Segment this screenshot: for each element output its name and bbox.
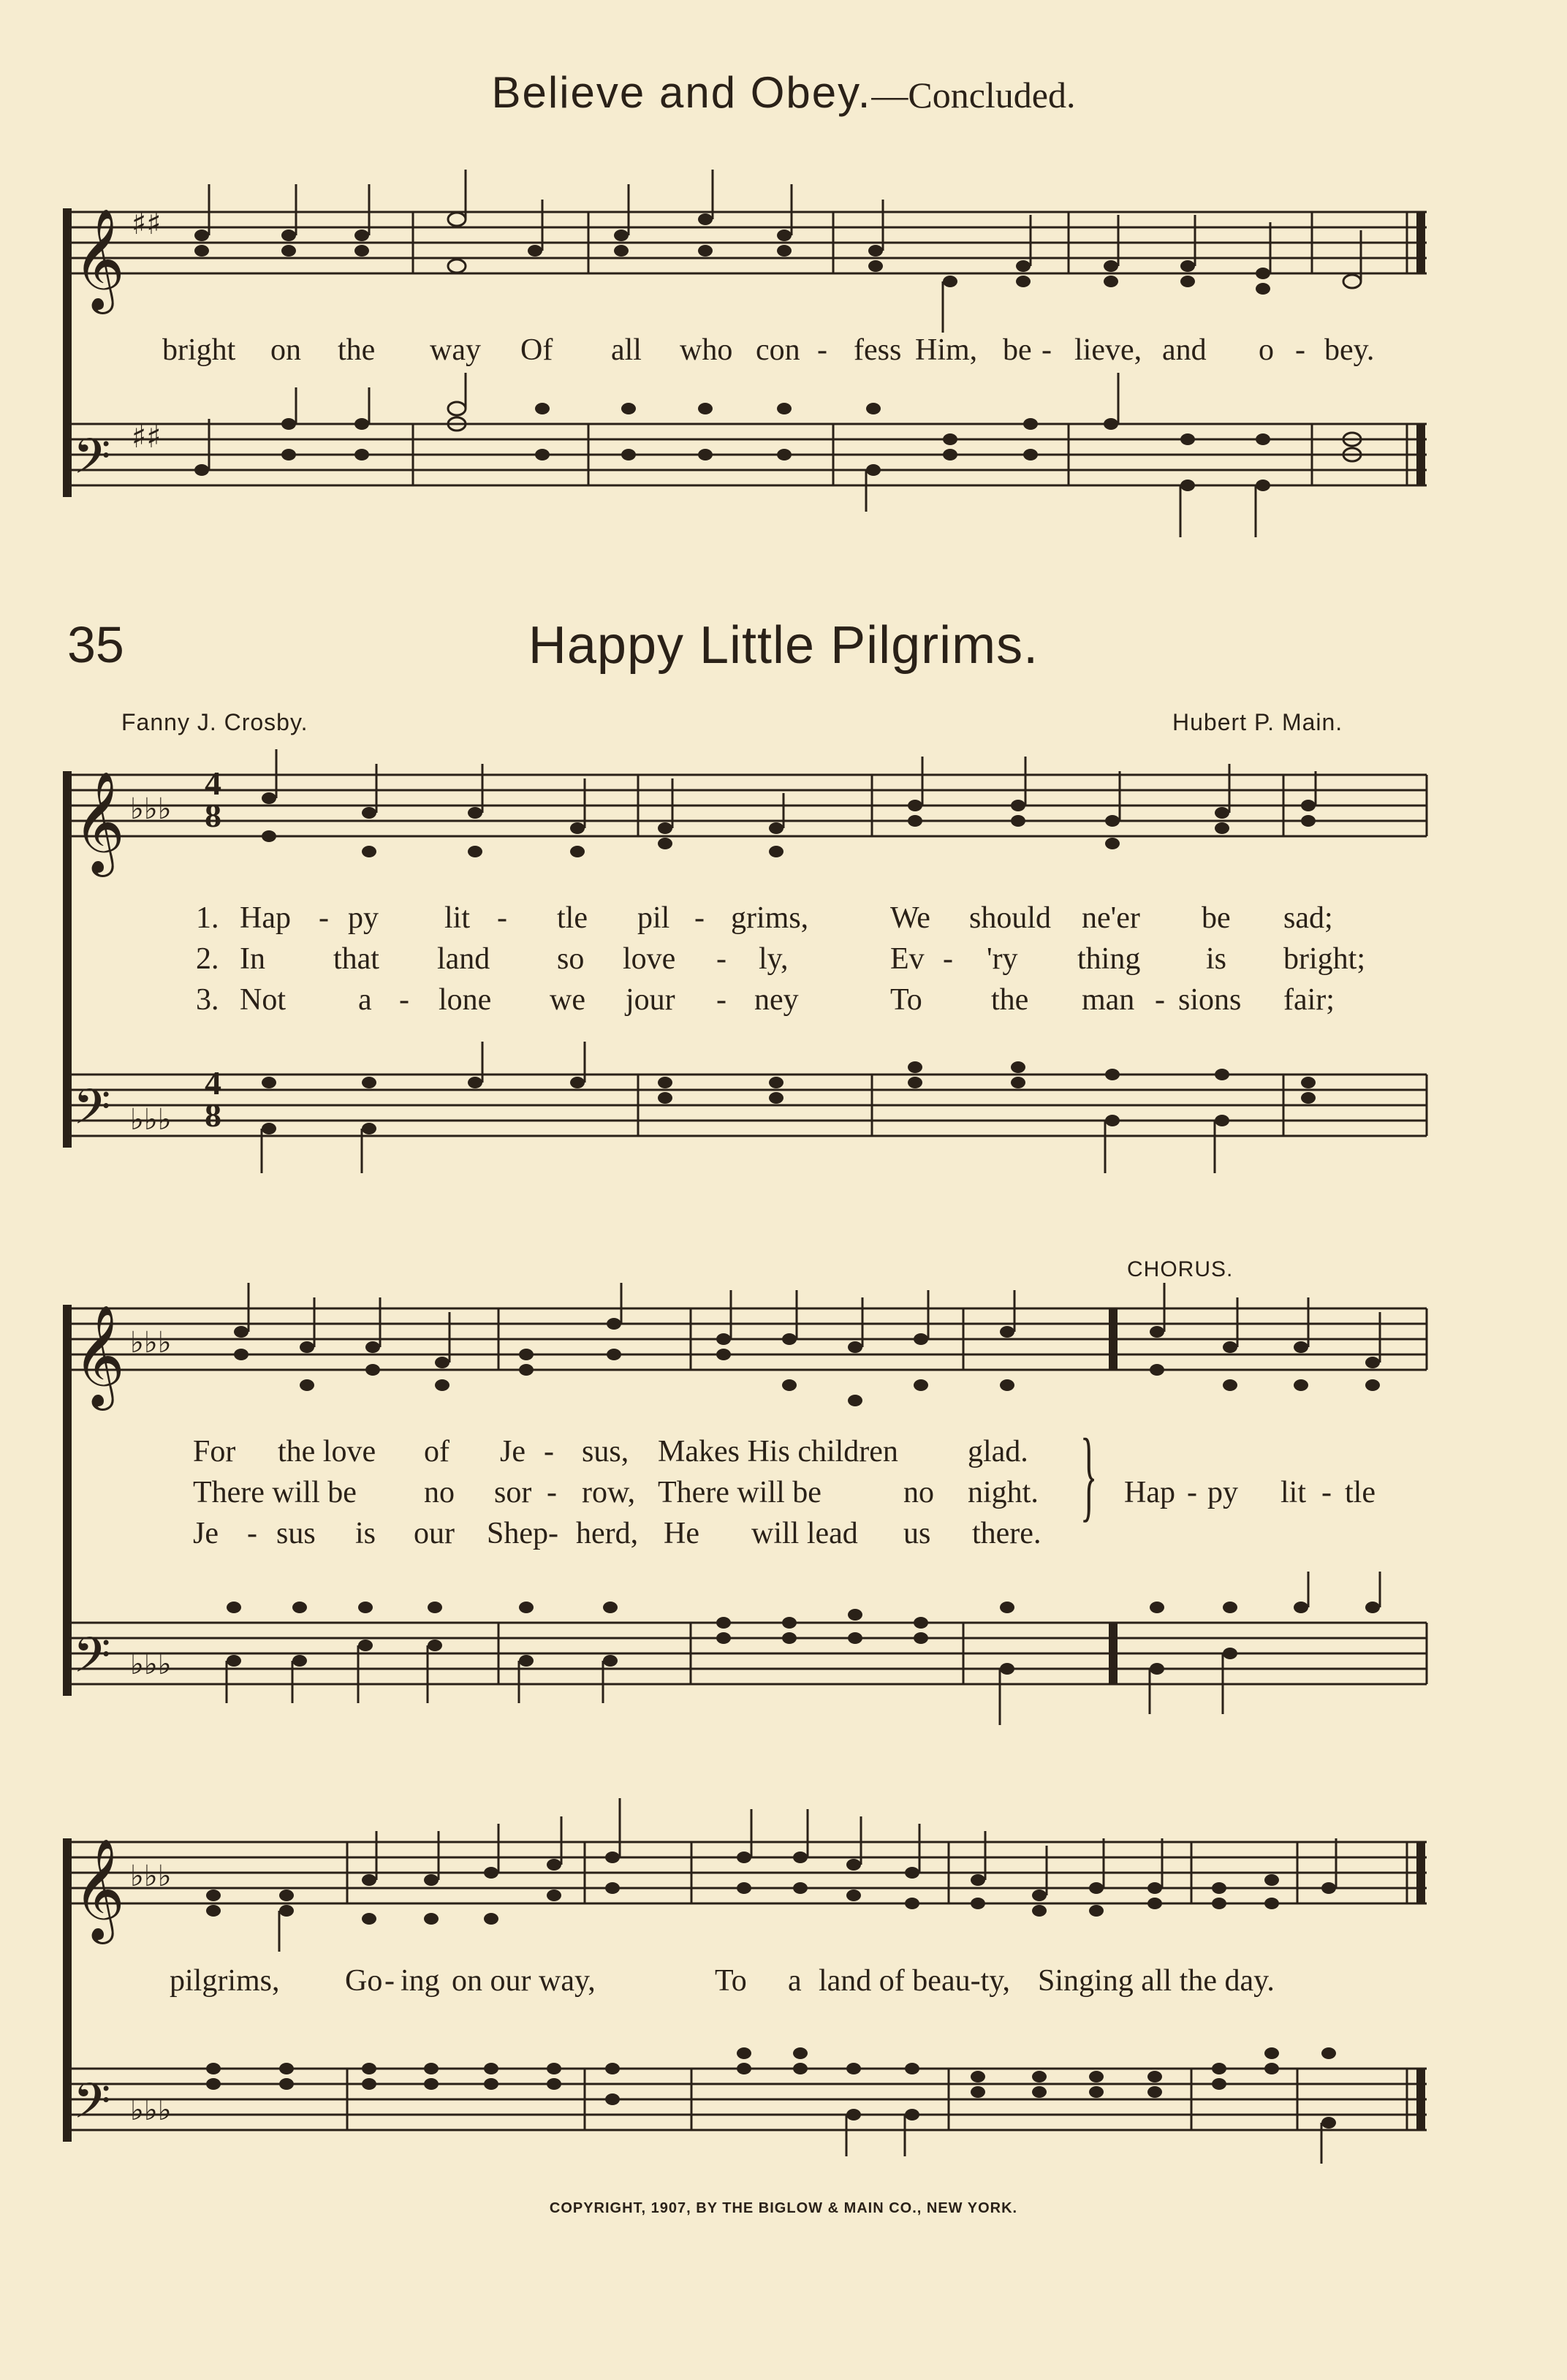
treble-clef-2: 𝄞 bbox=[73, 771, 125, 873]
lyric-word: that bbox=[333, 942, 379, 976]
lyric-word: lit bbox=[444, 901, 471, 935]
lyric-word: tle bbox=[1345, 1476, 1376, 1509]
lyric-word: a bbox=[788, 1964, 802, 1998]
lyric-word: Hap bbox=[240, 901, 291, 935]
treble-clef-4: 𝄞 bbox=[73, 1838, 125, 1940]
lyric-word: row, bbox=[582, 1476, 636, 1509]
lyric-word: ing bbox=[401, 1964, 440, 1998]
lyric-word: sad; bbox=[1283, 901, 1333, 935]
system2-verse3 bbox=[0, 982, 1567, 1026]
lyric-word: the bbox=[991, 983, 1029, 1017]
chorus-label: CHORUS. bbox=[1127, 1257, 1234, 1281]
lyric-hyphen: - bbox=[247, 1517, 257, 1550]
lyric-word: sions bbox=[1178, 983, 1242, 1017]
lyric-word: jour bbox=[626, 983, 675, 1017]
lyric-word: night. bbox=[968, 1476, 1039, 1509]
lyric-hyphen: - bbox=[943, 942, 953, 976]
bass-clef-2: 𝄢 bbox=[73, 1079, 111, 1147]
lyric-hyphen: - bbox=[817, 333, 827, 367]
lyric-word: be bbox=[1202, 901, 1231, 935]
lyric-word: To bbox=[890, 983, 922, 1017]
concluded-label: —Concluded. bbox=[871, 75, 1076, 115]
lyric-word: herd, bbox=[576, 1517, 639, 1550]
lyric-word: ney bbox=[754, 983, 799, 1017]
lyric-word: We bbox=[890, 901, 930, 935]
lyric-word: should bbox=[969, 901, 1052, 935]
lyric-word: Hap bbox=[1124, 1476, 1175, 1509]
sharp-key-1: ♯♯ bbox=[132, 205, 162, 241]
lyric-hyphen: - bbox=[319, 901, 329, 935]
lyric-hyphen: - bbox=[716, 942, 726, 976]
lyric-word: on bbox=[270, 333, 301, 367]
lyric-word: no bbox=[903, 1476, 934, 1509]
lyric-word: bright bbox=[162, 333, 236, 367]
system1-bass-staff bbox=[67, 424, 1427, 485]
flat-key-4t: ♭♭♭ bbox=[130, 1860, 172, 1893]
system2-verse1 bbox=[0, 901, 1567, 944]
bass-clef-1: 𝄢 bbox=[73, 428, 111, 496]
copyright-notice: COPYRIGHT, 1907, BY THE BIGLOW & MAIN CO., NEW YORK. bbox=[549, 2200, 1018, 2216]
author-credit: Fanny J. Crosby. bbox=[121, 709, 308, 735]
lyric-word: Him, bbox=[915, 333, 978, 367]
lyric-hyphen: - bbox=[1187, 1476, 1197, 1509]
flat-key-3b: ♭♭♭ bbox=[130, 1648, 172, 1681]
verse-number: 2. bbox=[196, 942, 219, 976]
lyric-word: us bbox=[903, 1517, 931, 1550]
lyric-word: is bbox=[355, 1517, 376, 1550]
flat-key-2b: ♭♭♭ bbox=[130, 1103, 172, 1137]
lyric-word: Je bbox=[500, 1435, 526, 1468]
lyric-word: lieve, bbox=[1074, 333, 1142, 367]
flat-key-4b: ♭♭♭ bbox=[130, 2093, 172, 2127]
time-signature-bass bbox=[205, 1064, 221, 1134]
lyric-hyphen: - bbox=[384, 1964, 395, 1998]
hymn-title: Happy Little Pilgrims. bbox=[528, 616, 1039, 675]
lyric-hyphen: - bbox=[694, 901, 705, 935]
previous-hymn-title: Believe and Obey. bbox=[491, 68, 872, 117]
lyric-word: fair; bbox=[1283, 983, 1335, 1017]
time-signature-treble bbox=[205, 765, 221, 834]
lyric-word: we bbox=[550, 983, 585, 1017]
hymn-number: 35 bbox=[67, 616, 124, 673]
system4-lyrics bbox=[0, 1963, 1567, 2007]
system3-verse3 bbox=[0, 1516, 1567, 1560]
bass-clef-4: 𝄢 bbox=[73, 2073, 111, 2141]
lyric-word: no bbox=[424, 1476, 455, 1509]
lyric-word: Shep- bbox=[487, 1517, 558, 1550]
lyric-hyphen: - bbox=[1155, 983, 1165, 1017]
lyric-word: There will be bbox=[658, 1476, 822, 1509]
lyric-word: pil bbox=[637, 901, 670, 935]
lyric-word: py bbox=[348, 901, 379, 935]
lyric-word: our bbox=[414, 1517, 455, 1550]
lyric-hyphen: - bbox=[497, 901, 507, 935]
bass-clef-3: 𝄢 bbox=[73, 1627, 111, 1695]
lyric-word: Singing all the day. bbox=[1038, 1964, 1275, 1998]
lyric-word: will lead bbox=[751, 1517, 858, 1550]
lyric-hyphen: - bbox=[1295, 333, 1305, 367]
composer-credit: Hubert P. Main. bbox=[1172, 709, 1343, 735]
lyric-word: sus, bbox=[582, 1435, 629, 1468]
lyric-word: con bbox=[756, 333, 800, 367]
lyric-word: lit bbox=[1280, 1476, 1307, 1509]
verse-number: 3. bbox=[196, 983, 219, 1017]
lyric-word: 'ry bbox=[987, 942, 1018, 976]
lyric-word: bey. bbox=[1324, 333, 1375, 367]
lyric-hyphen: - bbox=[544, 1435, 554, 1468]
lyric-word: way bbox=[430, 333, 481, 367]
lyric-word: land of beau-ty, bbox=[819, 1964, 1011, 1998]
lyric-word: love bbox=[623, 942, 676, 976]
lyric-word: For bbox=[193, 1435, 236, 1468]
lyric-word: There will be bbox=[193, 1476, 357, 1509]
sharp-key-2: ♯♯ bbox=[132, 419, 162, 455]
time-sig-bottom-bass: 8 bbox=[205, 1096, 221, 1134]
treble-clef-3: 𝄞 bbox=[73, 1305, 125, 1406]
lyric-word: of bbox=[424, 1435, 449, 1468]
time-sig-top: 4 bbox=[205, 765, 221, 802]
system1-treble-staff bbox=[67, 212, 1427, 273]
lyric-word: In bbox=[240, 942, 265, 976]
system3-treble-staff bbox=[67, 1308, 1427, 1370]
lyric-word: there. bbox=[972, 1517, 1041, 1550]
lyric-word: on our way, bbox=[452, 1964, 596, 1998]
time-sig-bottom: 8 bbox=[205, 797, 221, 834]
lyric-word: and bbox=[1162, 333, 1207, 367]
lyric-hyphen: - bbox=[1321, 1476, 1332, 1509]
lyric-word: all bbox=[611, 333, 642, 367]
lyric-word: be bbox=[1003, 333, 1032, 367]
lyric-word: so bbox=[557, 942, 585, 976]
treble-clef-1: 𝄞 bbox=[73, 208, 125, 310]
lyric-hyphen: - bbox=[716, 983, 726, 1017]
time-sig-top-bass: 4 bbox=[205, 1064, 221, 1102]
lyric-word: Makes His children bbox=[658, 1435, 898, 1468]
lyric-word: grims, bbox=[731, 901, 809, 935]
lyric-word: To bbox=[715, 1964, 747, 1998]
lyric-word: py bbox=[1207, 1476, 1238, 1509]
lyric-word: Je bbox=[193, 1517, 219, 1550]
system3-chorus-words bbox=[0, 1475, 1567, 1519]
system4-bass-staff bbox=[67, 2069, 1427, 2130]
system3-verse1 bbox=[0, 1434, 1567, 1478]
lyric-word: He bbox=[664, 1517, 699, 1550]
lyric-word: Go bbox=[345, 1964, 383, 1998]
lyric-word: lone bbox=[439, 983, 492, 1017]
lyric-word: fess bbox=[854, 333, 902, 367]
lyric-hyphen: - bbox=[399, 983, 409, 1017]
lyric-word: ly, bbox=[759, 942, 789, 976]
verse-brace: } bbox=[1080, 1418, 1098, 1531]
lyric-hyphen: - bbox=[547, 1476, 557, 1509]
lyric-word: bright; bbox=[1283, 942, 1365, 976]
lyric-word: thing bbox=[1077, 942, 1141, 976]
flat-key-3t: ♭♭♭ bbox=[130, 1326, 172, 1360]
flat-key-2t: ♭♭♭ bbox=[130, 792, 172, 826]
lyric-word: Ev bbox=[890, 942, 925, 976]
lyric-word: Of bbox=[520, 333, 553, 367]
lyric-word: a bbox=[358, 983, 372, 1017]
lyric-word: is bbox=[1206, 942, 1227, 976]
verse-number: 1. bbox=[196, 901, 219, 935]
lyric-word: land bbox=[437, 942, 490, 976]
system4-treble-staff bbox=[67, 1842, 1427, 1903]
lyric-word: tle bbox=[557, 901, 588, 935]
lyric-word: Not bbox=[240, 983, 286, 1017]
lyric-word: sus bbox=[276, 1517, 316, 1550]
lyric-word: man bbox=[1082, 983, 1135, 1017]
lyric-hyphen: - bbox=[1041, 333, 1052, 367]
lyric-word: who bbox=[680, 333, 733, 367]
lyric-word: pilgrims, bbox=[170, 1964, 280, 1998]
lyric-word: sor bbox=[494, 1476, 532, 1509]
lyric-word: o bbox=[1259, 333, 1274, 367]
lyric-word: ne'er bbox=[1082, 901, 1140, 935]
system1-lyrics bbox=[0, 333, 1567, 376]
system2-verse2 bbox=[0, 941, 1567, 985]
lyric-word: the bbox=[338, 333, 376, 367]
lyric-word: glad. bbox=[968, 1435, 1028, 1468]
clefs bbox=[73, 205, 172, 2141]
lyric-word: the love bbox=[278, 1435, 376, 1468]
